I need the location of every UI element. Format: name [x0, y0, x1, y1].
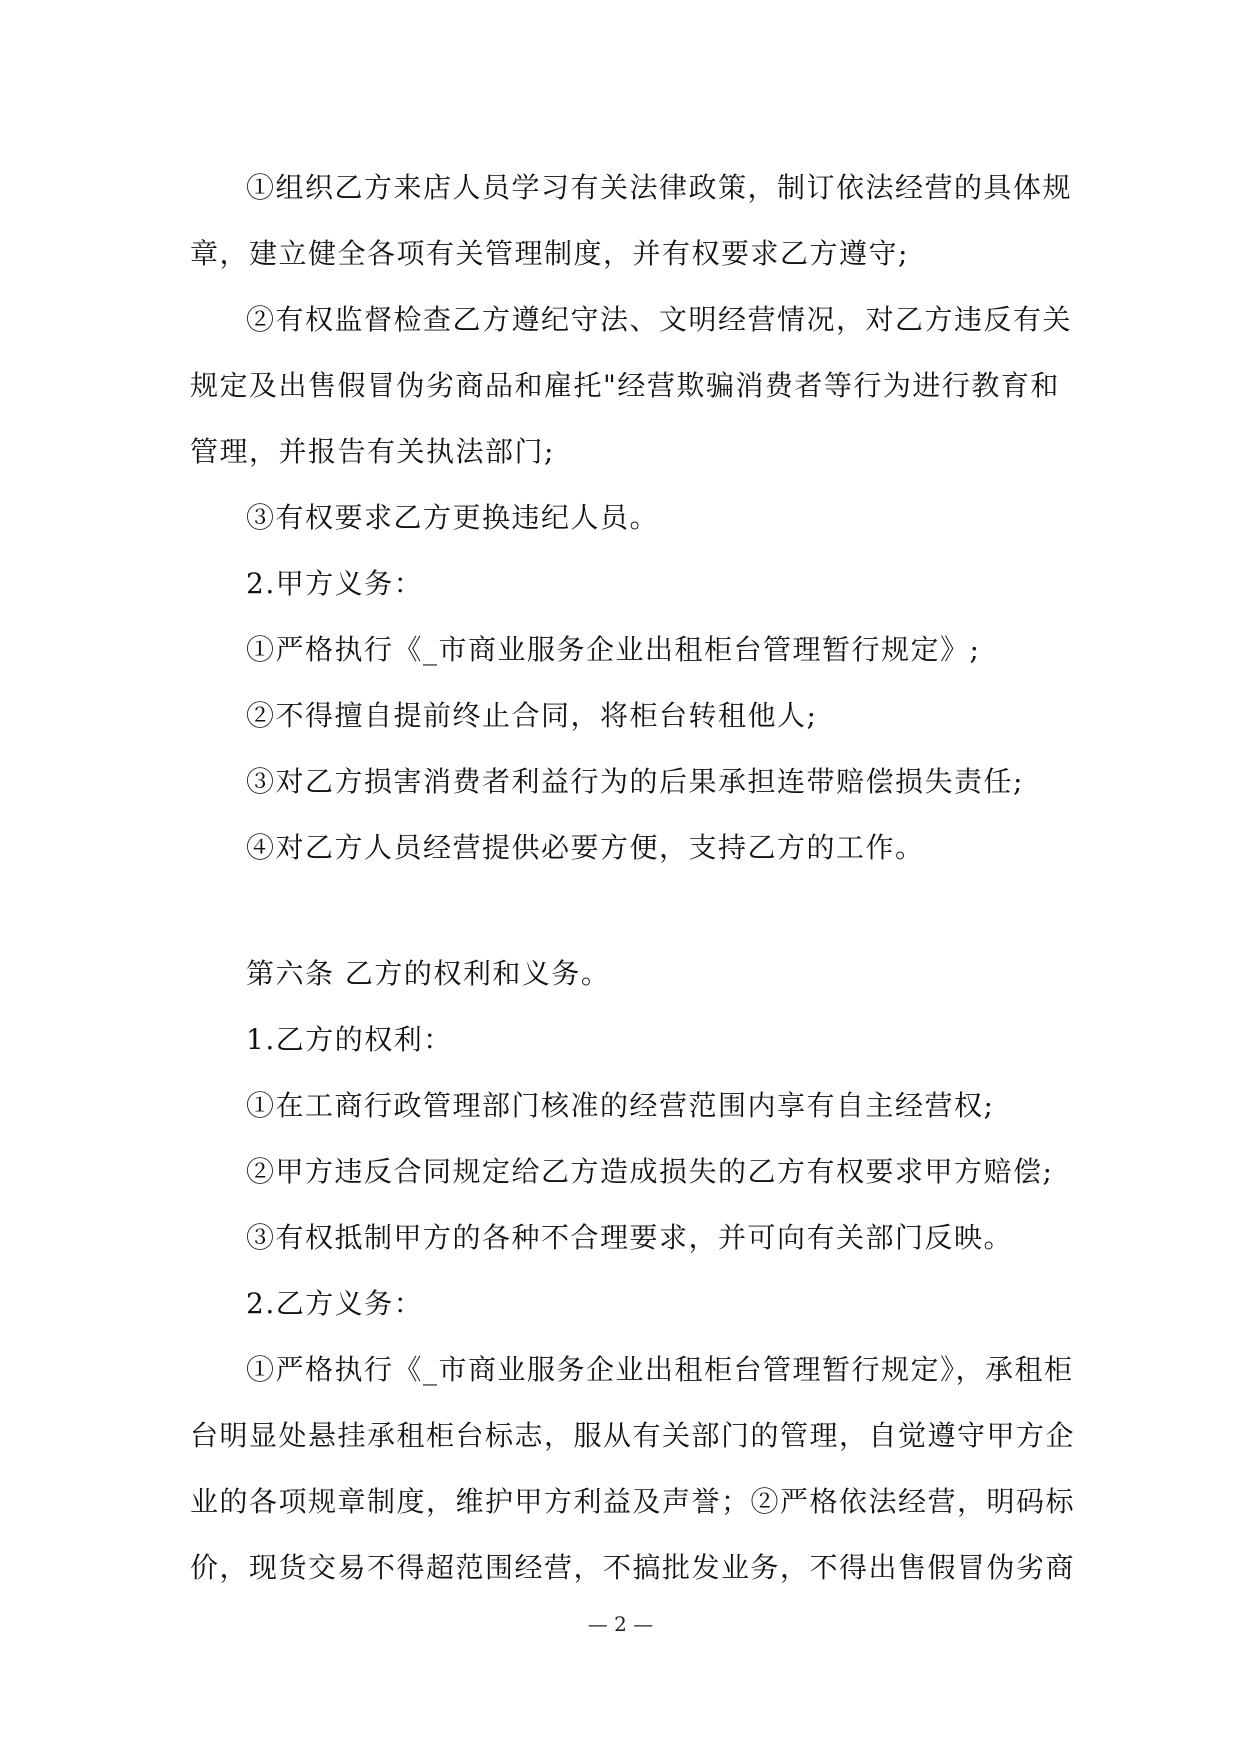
paragraph-line: ②有权监督检查乙方遵纪守法、文明经营情况，对乙方违反有关 [246, 303, 1073, 336]
paragraph-line: ②不得擅自提前终止合同，将柜台转租他人; [246, 699, 818, 732]
section-heading: 2.乙方义务： [246, 1287, 424, 1320]
paragraph-line: ③对乙方损害消费者利益行为的后果承担连带赔偿损失责任; [246, 765, 1024, 798]
section-heading: 1.乙方的权利： [246, 1023, 453, 1056]
paragraph-line: 规定及出售假冒伪劣商品和雇托"经营欺骗消费者等行为进行教育和 [190, 369, 1060, 402]
paragraph-line: 管理，并报告有关执法部门; [190, 435, 555, 468]
paragraph-line: ①在工商行政管理部门核准的经营范围内享有自主经营权; [246, 1089, 995, 1122]
document-body [190, 155, 1076, 1601]
paragraph-line: ③有权要求乙方更换违纪人员。 [246, 501, 660, 534]
article-heading: 第六条 乙方的权利和义务。 [246, 957, 611, 990]
paragraph-line: 业的各项规章制度，维护甲方利益及声誉；②严格依法经营，明码标 [190, 1485, 1076, 1518]
paragraph-line: ①严格执行《_市商业服务企业出租柜台管理暂行规定》，承租柜 [246, 1353, 1074, 1386]
paragraph-line: 章，建立健全各项有关管理制度，并有权要求乙方遵守; [190, 237, 909, 270]
paragraph-line: ③有权抵制甲方的各种不合理要求，并可向有关部门反映。 [246, 1221, 1014, 1254]
paragraph-line: ②甲方违反合同规定给乙方造成损失的乙方有权要求甲方赔偿; [246, 1155, 1054, 1188]
paragraph-line: 价，现货交易不得超范围经营，不搞批发业务，不得出售假冒伪劣商 [190, 1551, 1076, 1584]
paragraph-line: ④对乙方人员经营提供必要方便，支持乙方的工作。 [246, 831, 925, 864]
section-heading: 2.甲方义务： [246, 567, 424, 600]
paragraph-line: 台明显处悬挂承租柜台标志，服从有关部门的管理，自觉遵守甲方企 [190, 1419, 1076, 1452]
paragraph-gap [190, 881, 1070, 941]
paragraph-line: ①组织乙方来店人员学习有关法律政策，制订依法经营的具体规 [246, 171, 1073, 204]
page-number: — 2 — [587, 1612, 654, 1636]
paragraph-line: ①严格执行《_市商业服务企业出租柜台管理暂行规定》; [246, 633, 981, 666]
